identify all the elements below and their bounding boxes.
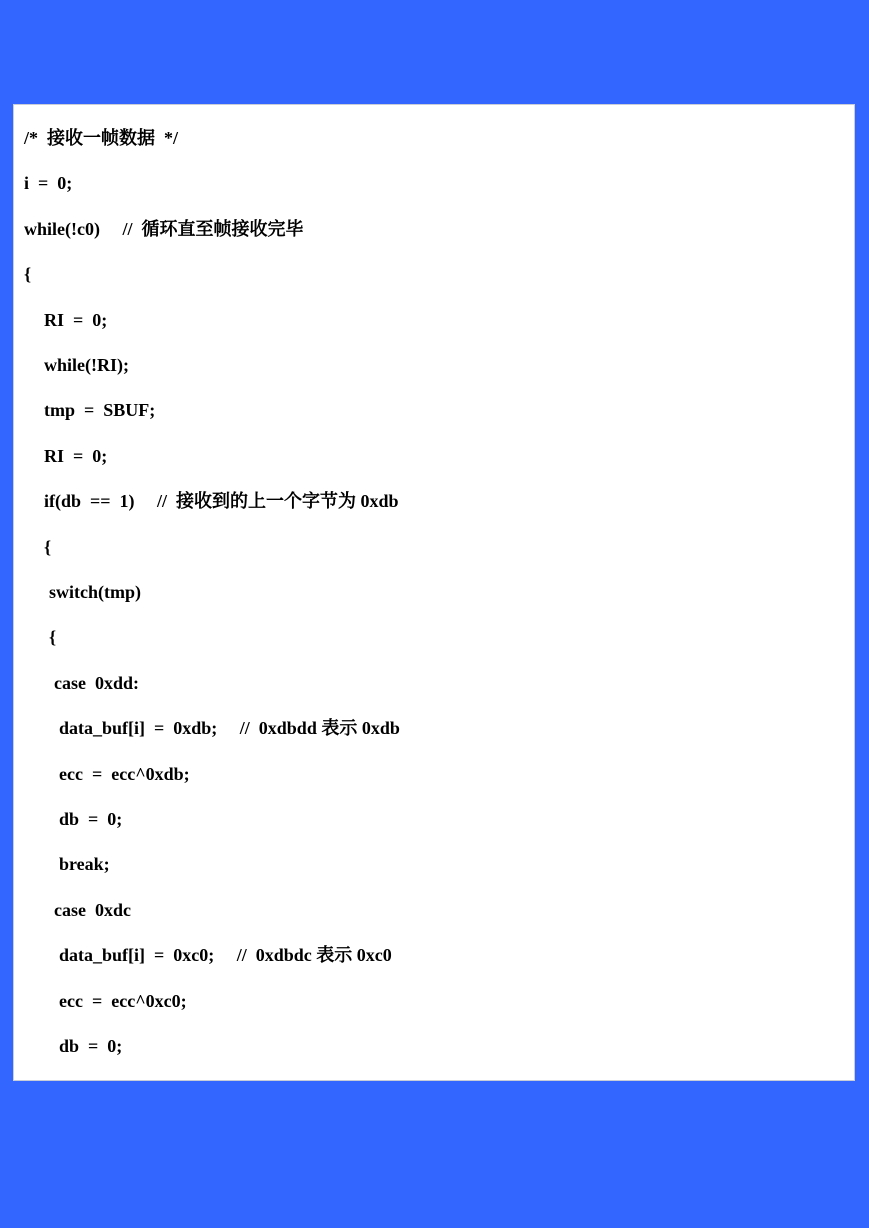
code-line-6: while(!RI); [44,355,129,375]
code-line-9: if(db == 1) // 接收到的上一个字节为 0xdb [44,491,399,512]
code-panel [13,104,855,1081]
code-line-20: ecc = ecc^0xc0; [59,990,187,1011]
code-line-3: while(!c0) // 循环直至帧接收完毕 [24,218,304,239]
code-line-19: data_buf[i] = 0xc0; // 0xdbdc 表示 0xc0 [59,945,392,966]
code-line-15: ecc = ecc^0xdb; [59,763,190,784]
code-line-18: case 0xdc [54,899,131,920]
code-line-8: RI = 0; [44,445,108,466]
code-line-4: { [24,264,32,285]
code-line-1: /* 接收一帧数据 */ [24,128,179,148]
code-line-11: switch(tmp) [49,582,141,602]
code-line-13: case 0xdd: [54,672,139,693]
code-line-2: i = 0; [24,173,73,194]
code-line-21: db = 0; [59,1036,123,1056]
code-line-16: db = 0; [59,809,123,829]
code-line-10: { [44,536,52,557]
code-line-17: break; [59,854,110,875]
code-line-14: data_buf[i] = 0xdb; // 0xdbdd 表示 0xdb [59,718,400,739]
code-line-7: tmp = SBUF; [44,400,156,421]
code-line-12: { [49,627,57,648]
code-line-5: RI = 0; [44,309,108,330]
